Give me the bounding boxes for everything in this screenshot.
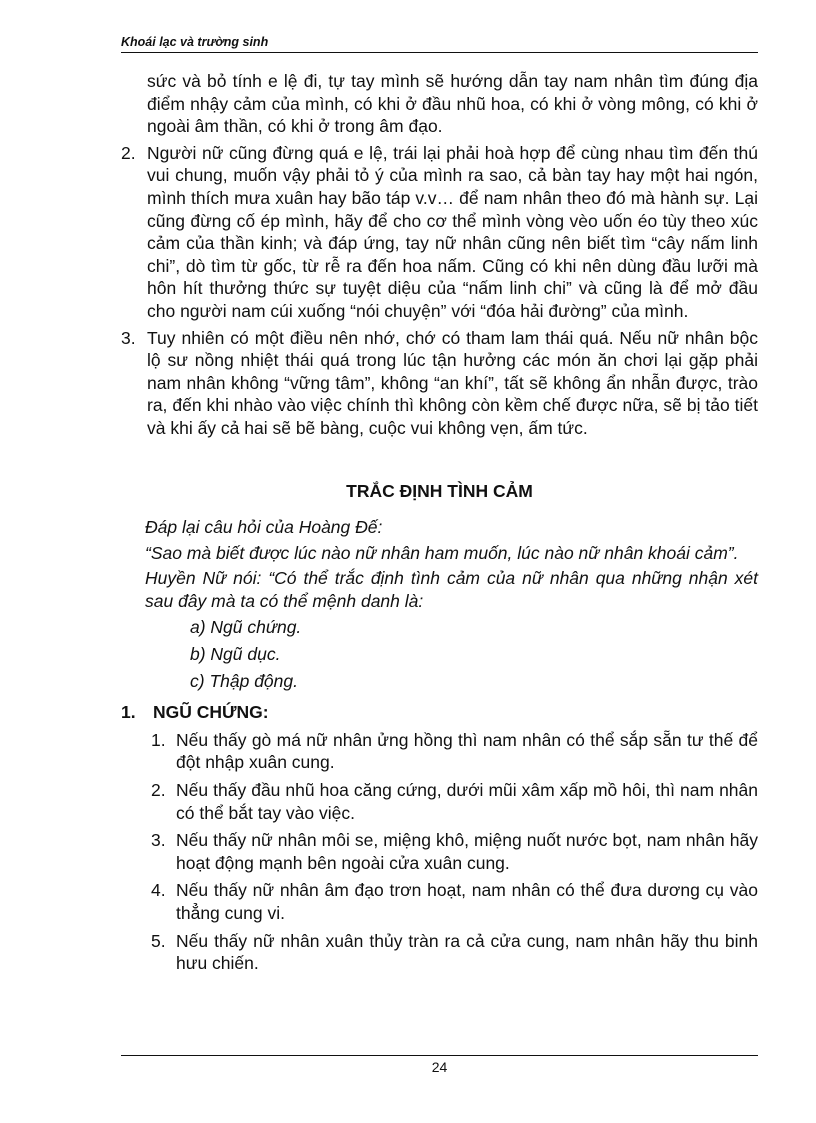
option-item: a) Ngũ chứng.: [190, 617, 302, 638]
list-item-text: Tuy nhiên có một điều nên nhớ, chớ có tham lam thái quá. Nếu nữ nhân bộc lộ sư nồng nhiệt thái quá trong lúc tận hưởng các món ăn chơi lại gặp phải nam nhân không “vững tâm”, không “an khí”, tất sẽ không ẩn nhẫn được, trào ra, đến khi nhào vào việc chính thì không còn kềm chế được nữa, sẽ bị tảo tiết và khi ấy cả hai sẽ bẽ bàng, cuộc vui không vẹn, ấm tức.: [147, 327, 758, 438]
list-item-text: Người nữ cũng đừng quá e lệ, trái lại phải hoà hợp để cùng nhau tìm đến thú vui chung, muốn vậy phải tỏ ý của mình ra sao, cả bàn tay hay một hai ngón, mình thích mưa xuân hay bão táp v.v… để nam nhân theo đó mà hành sự. Lại cũng đừng cố ép mình, hãy để cho cơ thể mình vòng vèo uốn éo tùy theo xúc cảm của thần kinh; và đáp ứng, tay nữ nhân cũng nên biết tìm “cây nấm linh chi”, dò tìm từ gốc, từ rễ ra đến hoa nấm. Cũng có khi nên dùng đầu lưỡi mà hôn hít thưởng thức sự tuyệt diệu của “nấm linh chi” và cũng là để mở đầu cho người nam cúi xuống “nói chuyện” với “đóa hải đường” của mình.: [147, 142, 758, 321]
footer-divider: [121, 1055, 758, 1056]
subsection-heading: [121, 701, 758, 724]
sublist-item-text: Nếu thấy gò má nữ nhân ửng hồng thì nam nhân có thể sắp sẵn tư thế để đột nhập xuân cung.: [176, 729, 758, 773]
sublist-item: [121, 879, 758, 924]
sublist-item-text: Nếu thấy nữ nhân âm đạo trơn hoạt, nam nhân có thể đưa dương cụ vào thẳng cung vi.: [176, 880, 758, 923]
list-item-number: 2.: [121, 142, 136, 163]
section-heading: TRẮC ĐỊNH TÌNH CẢM: [346, 480, 533, 501]
option-item: c) Thập động.: [190, 670, 298, 691]
intro-paragraph: Đáp lại câu hỏi của Hoàng Đế:: [145, 517, 383, 538]
sublist-item-number: 2.: [151, 780, 166, 801]
sublist-item: [121, 930, 758, 975]
sublist-item: [121, 829, 758, 874]
sublist-item-text: Nếu thấy nữ nhân môi se, miệng khô, miệng nuốt nước bọt, nam nhân hãy hoạt động mạnh bên ngoài cửa xuân cung.: [176, 830, 758, 873]
running-header: Khoái lạc và trường sinh: [121, 35, 269, 49]
intro-paragraph: Huyền Nữ nói: “Có thể trắc định tình cảm của nữ nhân qua những nhận xét sau đây mà ta có thể mệnh danh là:: [145, 568, 758, 611]
list-item: [121, 142, 758, 323]
sublist-item-number: 5.: [151, 930, 166, 951]
header-divider: [121, 52, 758, 53]
sublist-item-text: Nếu thấy nữ nhân xuân thủy tràn ra cả cửa cung, nam nhân hãy thu binh hưu chiến.: [176, 930, 758, 974]
list-item-continuation: sức và bỏ tính e lệ đi, tự tay mình sẽ hướng dẫn tay nam nhân tìm đúng địa điểm nhậy cảm của mình, có khi ở đầu nhũ hoa, có khi ở vòng mông, có khi ở ngoài âm thần, có khi ở trong âm đạo.: [147, 71, 758, 137]
list-item: [121, 327, 758, 440]
subsection-number: 1.: [121, 702, 136, 723]
sublist-item-number: 4.: [151, 880, 166, 901]
intro-paragraph: “Sao mà biết được lúc nào nữ nhân ham muốn, lúc nào nữ nhân khoái cảm”.: [145, 542, 739, 563]
sublist-item: [121, 729, 758, 774]
sublist-item-text: Nếu thấy đầu nhũ hoa căng cứng, dưới mũi xâm xấp mồ hôi, thì nam nhân có thể bắt tay vào việc.: [176, 780, 758, 823]
sublist-item: [121, 779, 758, 824]
subsection-title: NGŨ CHỨNG:: [153, 702, 269, 723]
sublist-item-number: 1.: [151, 729, 166, 750]
sublist-item-number: 3.: [151, 830, 166, 851]
page-number: 24: [431, 1059, 448, 1075]
option-item: b) Ngũ dục.: [190, 644, 281, 665]
page-body: [121, 70, 758, 975]
list-item-number: 3.: [121, 327, 136, 348]
